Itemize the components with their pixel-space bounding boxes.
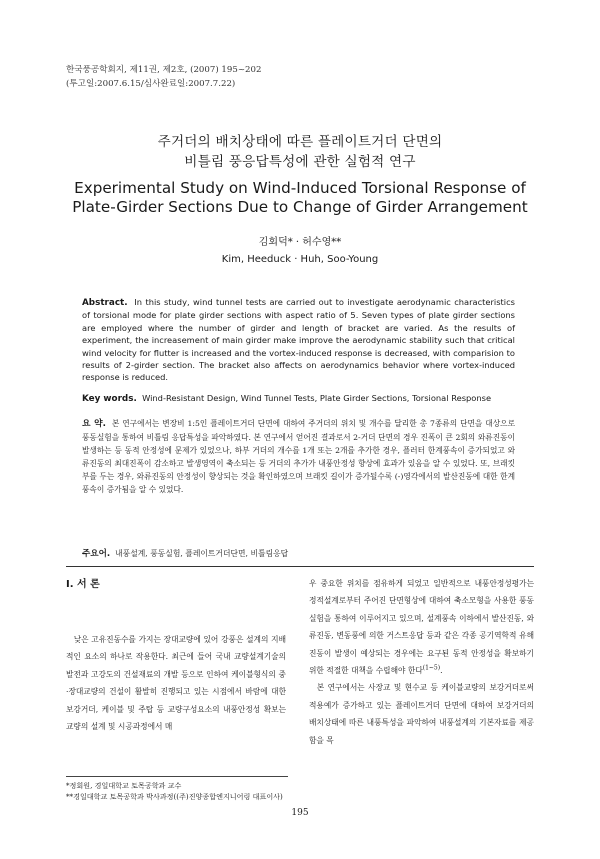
korean-title-line-2: 비틀림 풍응답특성에 관한 실험적 연구: [184, 154, 416, 170]
journal-header: [66, 63, 261, 91]
korean-summary-label: 요 약.: [82, 419, 106, 429]
korean-keywords-text: 내풍설계, 풍동실험, 플레이트거더단면, 비틀림응답: [115, 549, 289, 558]
korean-summary-text: 본 연구에서는 변장비 1:5인 플레이트거더 단면에 대하여 주거더의 위치 및 개수를 달리한 총 7종류의 단면을 대상으로 풍동실험을 통하여 비틀림 응답특성을 파악하였다. 본 연구에서 얻어진 결과로서 2-거더 단면의 경우 진폭이 큰 2회의 와류진동이 발생하는 등 동적 안정성에 문제가 있었으나, 하부 거더의 개수를 1개 또는 2개를 추가한 경우, 플러터 한계풍속이 증가되었고 와류진동의 최대진폭이 감소하고 발생영역이 축소되는 등 거더의 추가가 내풍안정성 향상에 효과가 있음을 알 수 있었다. 또, 브래킷부를 두는 경우, 와류진동의 안정성이 향상되는 것을 확인하였으며 브래킷 길이가 증가될수록 (-)영각에서의 발산진동에 대한 한계풍속이 증가됨을 알 수 있었다.: [82, 419, 516, 494]
page-number: 195: [291, 808, 309, 818]
submission-dates: (투고일:2007.6.15/심사완료일:2007.7.22): [66, 79, 236, 89]
english-title-line-1: Experimental Study on Wind-Induced Torsional Response of: [74, 179, 526, 197]
footnotes: [66, 780, 288, 802]
english-title: [0, 179, 600, 217]
keywords-label: Key words.: [82, 394, 137, 404]
right-column: [309, 575, 534, 749]
korean-title: [0, 132, 600, 172]
section-divider: [66, 566, 534, 567]
authors-english: Kim, Heeduck · Huh, Soo-Young: [221, 254, 379, 265]
abstract-text: In this study, wind tunnel tests are carried out to investigate aerodynamic characteristics of torsional mode for plate girder sections with aspect ratio of 5. Seven types of plate girder sections are employed where the number of girder and length of bracket are varied. As the results of experiment, the increasement of main girder make improve the aerodynamic stability such that critical wind velocity for flutter is increased and the vortex-induced response is decreased, with comparision to results of 2-girder section. The bracket also affects on aerodynamics behavior where vortex-induced response is reduced.: [82, 297, 515, 383]
korean-keywords: [82, 548, 515, 560]
intro-continued-end: .: [440, 666, 443, 676]
korean-title-line-1: 주거더의 배치상태에 따른 플레이트거더 단면의: [157, 134, 443, 150]
footnote-author-2: **경일대학교 토목공학과 박사과정((주)진양종합엔지니어링 대표이사): [66, 792, 283, 802]
keywords-text: Wind-Resistant Design, Wind Tunnel Tests, Plate Girder Sections, Torsional Response: [142, 393, 492, 403]
korean-summary: [82, 417, 515, 496]
intro-paragraph-1: 낮은 고유진동수를 가지는 장대교량에 있어 강풍은 설계의 지배적인 요소의 하나로 작용한다. 최근에 들어 국내 교량설계기술의 발전과 고강도의 건설재료의 개발 등으로 인하여 케이블형식의 중·장대교량의 건설이 활발히 진행되고 있는 시점에서 바람에 대한 보강거더, 케이블 및 주탑 등 교량구성요소의 내풍안정성 확보는 교량의 설계 및 시공과정에서 매: [66, 635, 286, 732]
authors-korean: 김회덕* · 허수영**: [258, 237, 342, 248]
left-column: [66, 631, 286, 735]
footnote-divider: [66, 776, 288, 777]
reference-marker: (1~5): [422, 664, 441, 672]
abstract: [82, 296, 515, 384]
footnote-author-1: *정회원, 경일대학교 토목공학과 교수: [66, 781, 182, 790]
section-heading: I. 서 론: [66, 579, 100, 590]
intro-paragraph-1-continued: [309, 575, 534, 679]
abstract-label: Abstract.: [82, 298, 128, 308]
journal-citation: 한국풍공학회지, 제11권, 제2호, (2007) 195~202: [66, 65, 262, 75]
korean-keywords-label: 주요어.: [82, 549, 111, 559]
intro-paragraph-2: 본 연구에서는 사장교 및 현수교 등 케이블교량의 보강거더로써 적용예가 증가하고 있는 플레이트거더 단면에 대하여 보강거더의 배치상태에 따른 내풍특성을 파악하여 내풍설계의 기본자료를 제공함을 목: [309, 683, 534, 745]
keywords: [82, 392, 515, 405]
english-title-line-2: Plate-Girder Sections Due to Change of Girder Arrangement: [72, 198, 528, 216]
intro-continued-text: 우 중요한 위치를 점유하게 되었고 일반적으로 내풍안정성평가는 정적설계로부터 주어진 단면형상에 대하여 축소모형을 사용한 풍동실험을 통하여 이루어지고 있으며, 설계풍속 이하에서 발산진동, 와류진동, 변동풍에 의한 거스트응답 등과 같은 각종 공기역학적 유해진동이 발생이 예상되는 경우에는 요구된 동적 안정성을 확보하기 위한 적절한 대책을 수립해야 한다: [309, 579, 534, 676]
